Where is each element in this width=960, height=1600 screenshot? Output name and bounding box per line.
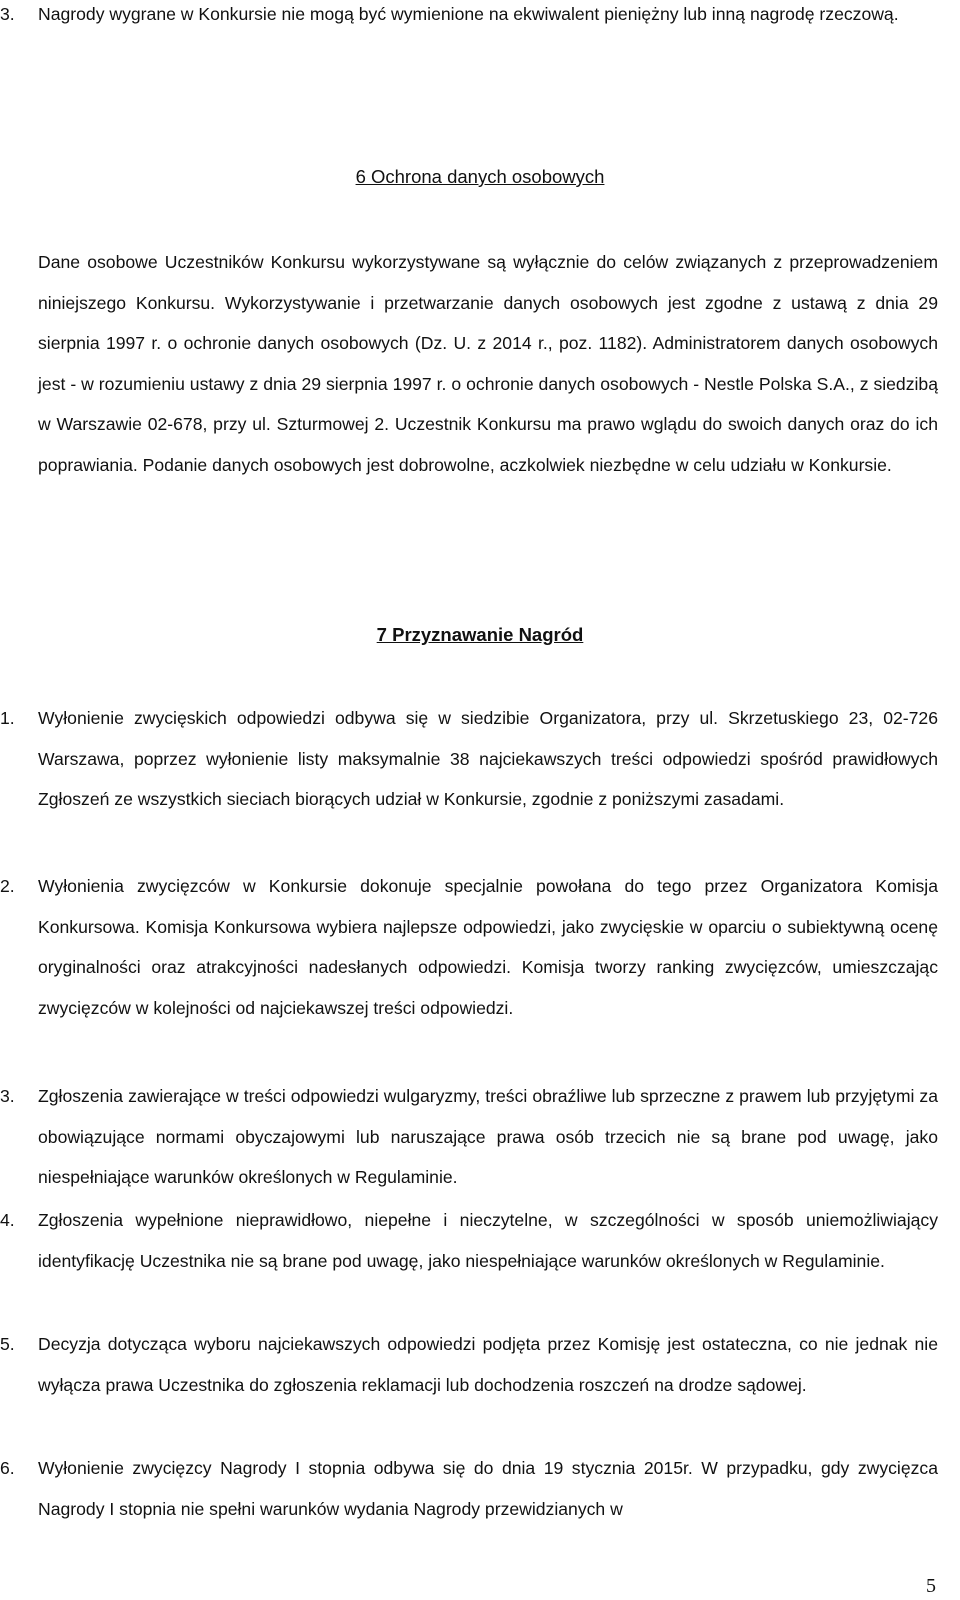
section-heading bbox=[0, 624, 960, 646]
list-item-number: 3. bbox=[0, 1086, 15, 1106]
list-item-text: Wyłonienia zwycięzców w Konkursie dokonuje specjalnie powołana do tego przez Organizatora Komisja Konkursowa. Komisja Konkursowa wybiera najlepsze odpowiedzi, jako zwycięskie w oparciu o subiektywną ocenę oryginalności oraz atrakcyjności nadesłanych odpowiedzi. Komisja tworzy ranking zwycięzców, umieszczając zwycięzców w kolejności od najciekawszej treści odpowiedzi. bbox=[38, 876, 938, 1018]
section-heading-text: 7 Przyznawanie Nagród bbox=[376, 624, 584, 645]
list-item-number: 3. bbox=[0, 4, 15, 24]
section-paragraph: Dane osobowe Uczestników Konkursu wykorzystywane są wyłącznie do celów związanych z przeprowadzeniem niniejszego Konkursu. Wykorzystywanie i przetwarzanie danych osobowych jest zgodne z ustawą z dnia 29 sierpnia 1997 r. o ochronie danych osobowych (Dz. U. z 2014 r., poz. 1182). Administratorem danych osobowych jest - w rozumieniu ustawy z dnia 29 sierpnia 1997 r. o ochronie danych osobowych - Nestle Polska S.A., z siedzibą w Warszawie 02-678, przy ul. Szturmowej 2. Uczestnik Konkursu ma prawo wglądu do swoich danych oraz do ich poprawiania. Podanie danych osobowych jest dobrowolne, aczkolwiek niezbędne w celu udziału w Konkursie. bbox=[38, 252, 938, 475]
section-heading bbox=[0, 166, 960, 188]
list-item-number: 5. bbox=[0, 1334, 15, 1354]
section-heading-text: 6 Ochrona danych osobowych bbox=[355, 166, 605, 187]
page-number: 5 bbox=[926, 1575, 936, 1597]
list-item-number: 4. bbox=[0, 1210, 15, 1230]
list-item-text: Zgłoszenia wypełnione nieprawidłowo, niepełne i nieczytelne, w szczególności w sposób uniemożliwiający identyfikację Uczestnika nie są brane pod uwagę, jako niespełniające warunków określonych w Regulaminie. bbox=[38, 1210, 938, 1271]
list-item-number: 6. bbox=[0, 1458, 15, 1478]
list-item-text: Nagrody wygrane w Konkursie nie mogą być wymienione na ekwiwalent pieniężny lub inną nagrodę rzeczową. bbox=[38, 4, 899, 24]
list-item-text: Wyłonienie zwycięzcy Nagrody I stopnia odbywa się do dnia 19 stycznia 2015r. W przypadku, gdy zwycięzca Nagrody I stopnia nie spełni warunków wydania Nagrody przewidzianych w bbox=[38, 1458, 938, 1519]
list-item-number: 1. bbox=[0, 708, 15, 728]
list-item-text: Decyzja dotycząca wyboru najciekawszych odpowiedzi podjęta przez Komisję jest ostateczna, co nie jednak nie wyłącza prawa Uczestnika do zgłoszenia reklamacji lub dochodzenia roszczeń na drodze sądowej. bbox=[38, 1334, 938, 1395]
list-item-text: Zgłoszenia zawierające w treści odpowiedzi wulgaryzmy, treści obraźliwe lub sprzeczne z prawem lub przyjętymi za obowiązujące normami obyczajowymi lub naruszające prawa osób trzecich nie są brane pod uwagę, jako niespełniające warunków określonych w Regulaminie. bbox=[38, 1086, 938, 1188]
list-item-number: 2. bbox=[0, 876, 15, 896]
list-item-text: Wyłonienie zwycięskich odpowiedzi odbywa się w siedzibie Organizatora, przy ul. Skrzetuskiego 23, 02-726 Warszawa, poprzez wyłonienie listy maksymalnie 38 najciekawszych treści odpowiedzi spośród prawidłowych Zgłoszeń ze wszystkich sieciach biorących udział w Konkursie, zgodnie z poniższymi zasadami. bbox=[38, 708, 938, 810]
